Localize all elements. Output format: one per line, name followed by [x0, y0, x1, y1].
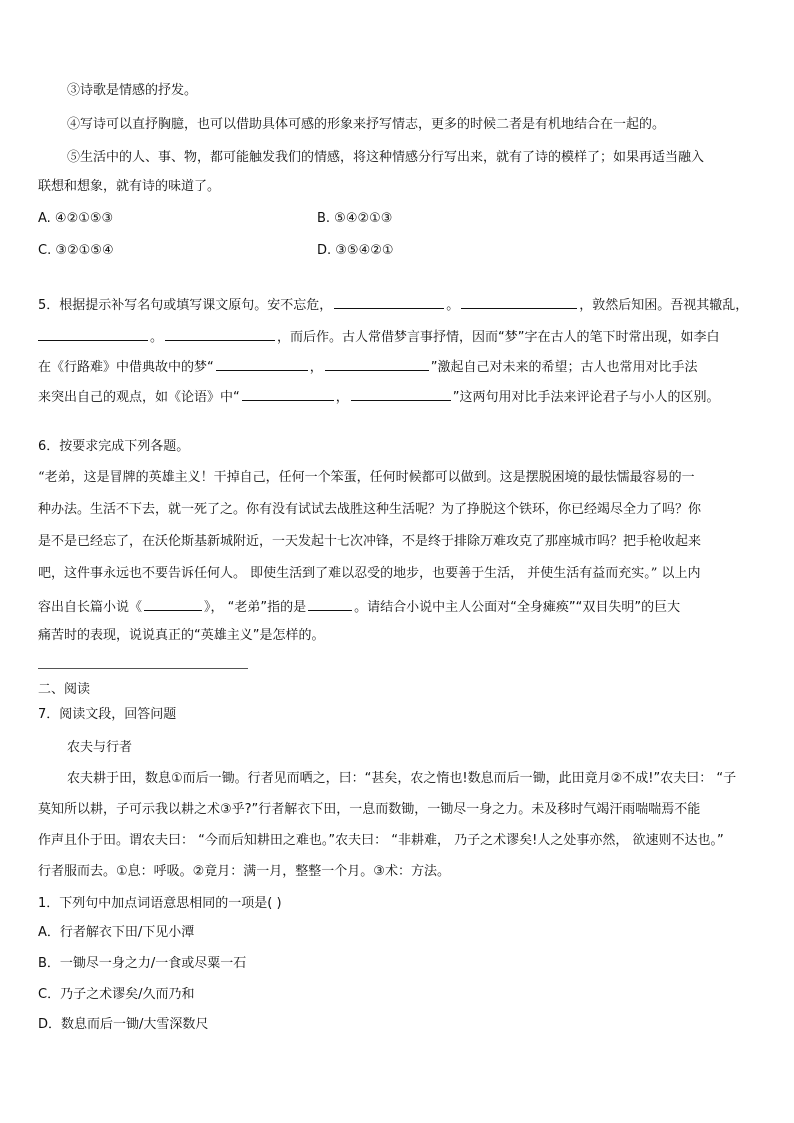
q6-blank-laodi[interactable] [308, 597, 352, 611]
q5-blank-5[interactable] [216, 357, 308, 371]
q5-line-4 [38, 387, 720, 407]
q7-title: 7．阅读文段，回答问题 [38, 707, 177, 722]
q5-blank-2[interactable] [461, 295, 577, 309]
q6-quote-line-3: 是不是已经忘了，在沃伦斯基新城附近，一天发起十七次冲锋，不是终于排除万难攻克了那座城市吗？把手枪收起来 [38, 534, 702, 549]
q7-passage-line-2: 莫知所以耕，子可示我以耕之术③乎?”行者解衣下田，一息而数锄，一锄尽一身之力。未及移时气竭汗雨喘喘焉不能 [38, 802, 701, 817]
q5-blank-3[interactable] [38, 327, 148, 341]
q6-line-6: 痛苦时的表现，说说真正的“英雄主义”是怎样的。 [38, 628, 325, 643]
q6-quote-line-4: 吧，这件事永远也不要告诉任何人。 即使生活到了难以忍受的地步，也要善于生活， 并使生活有益而充实。” 以上内 [38, 566, 701, 581]
q6-quote-line-1: “老弟，这是冒牌的英雄主义！干掉自己，任何一个笨蛋，任何时候都可以做到。这是摆脱困境的最怯懦最容易的一 [38, 470, 695, 485]
q6-line-5 [38, 597, 680, 617]
q7-subquestion-1: 1．下列句中加点词语意思相同的一项是( ) [38, 896, 282, 911]
q4-sentence-5a: ⑤生活中的人、事、物，都可能触发我们的情感，将这种情感分行写出来，就有了诗的模样了；如果再适当融入 [67, 150, 705, 165]
q7-option-c[interactable]: C．乃子之术谬矣/久而乃和 [38, 987, 195, 1002]
section-title: 二、阅读 [38, 682, 91, 697]
q5-line-2 [38, 327, 720, 347]
q5-text: ”这两句用对比手法来评论君子与小人的区别。 [452, 390, 720, 405]
q7-passage-line-1: 农夫耕于田，数息①而后一锄。行者见而哂之，曰：“甚矣，农之惰也!数息而后一锄，此田竟月②不成!”农夫曰： “子 [67, 771, 737, 786]
q5-blank-7[interactable] [242, 387, 334, 401]
q5-text: ”激起自己对未来的希望；古人也常用对比手法 [430, 360, 698, 375]
q4-sentence-4: ④写诗可以直抒胸臆，也可以借助具体可感的形象来抒写情志，更多的时候二者是有机地结合在一起的。 [67, 117, 666, 132]
q5-prompt: 5．根据提示补写名句或填写课文原句。安不忘危， [38, 298, 333, 313]
q6-text: 。请结合小说中主人公面对“全身瘫痪”“双目失明”的巨大 [354, 600, 681, 615]
q6-text: 》， “老弟”指的是 [204, 600, 307, 615]
q5-punct: ， [335, 390, 349, 405]
q7-option-d[interactable]: D．数息而后一锄/大雪深数尺 [38, 1017, 209, 1032]
q5-blank-1[interactable] [334, 295, 444, 309]
q6-text: 容出自长篇小说《 [38, 600, 143, 615]
q6-title: 6．按要求完成下列各题。 [38, 439, 190, 454]
q5-text: ，而后作。古人常借梦言事抒情，因而“梦”字在古人的笔下时常出现，如李白 [277, 330, 720, 345]
q4-sentence-3: ③诗歌是情感的抒发。 [67, 83, 198, 98]
q7-passage-line-4: 行者服而去。①息：呼吸。②竟月：满一月，整整一个月。③术：方法。 [38, 864, 450, 879]
q5-punct: 。 [150, 330, 164, 345]
q4-option-b[interactable]: B. ⑤④②①③ [317, 211, 393, 226]
q7-option-a[interactable]: A．行者解衣下田/下见小潭 [38, 925, 195, 940]
q5-punct: 。 [446, 298, 460, 313]
q5-blank-6[interactable] [325, 357, 429, 371]
q5-text: 在《行路难》中借典故中的梦“ [38, 360, 214, 375]
q6-blank-novel[interactable] [144, 597, 202, 611]
q5-line-1 [38, 295, 748, 315]
q5-blank-4[interactable] [165, 327, 275, 341]
q4-sentence-5b: 联想和想象，就有诗的味道了。 [38, 179, 221, 194]
q5-text: 来突出自己的观点，如《论语》中“ [38, 390, 240, 405]
q6-quote-line-2: 种办法。生活不下去，就一死了之。你有没有试试去战胜这种生活呢？为了挣脱这个铁环，你已经竭尽全力了吗？你 [38, 502, 702, 517]
q7-passage-title: 农夫与行者 [67, 740, 133, 755]
q5-blank-8[interactable] [351, 387, 451, 401]
q7-option-b[interactable]: B．一锄尽一身之力/一食或尽粟一石 [38, 956, 247, 971]
q4-option-d[interactable]: D. ③⑤④②① [317, 243, 394, 258]
q5-text: ，敦然后知困。吾视其辙乱， [579, 298, 749, 313]
q7-passage-line-3: 作声且仆于田。谓农夫曰： “今而后知耕田之难也。”农夫曰： “非耕难， 乃子之术谬矣!人之处事亦然， 欲速则不达也。” [38, 833, 724, 848]
q4-option-c[interactable]: C. ③②①⑤④ [38, 243, 114, 258]
q5-line-3 [38, 357, 698, 377]
q4-option-a[interactable]: A. ④②①⑤③ [38, 211, 114, 226]
q5-punct: ， [309, 360, 323, 375]
q6-answer-line[interactable] [38, 668, 248, 669]
